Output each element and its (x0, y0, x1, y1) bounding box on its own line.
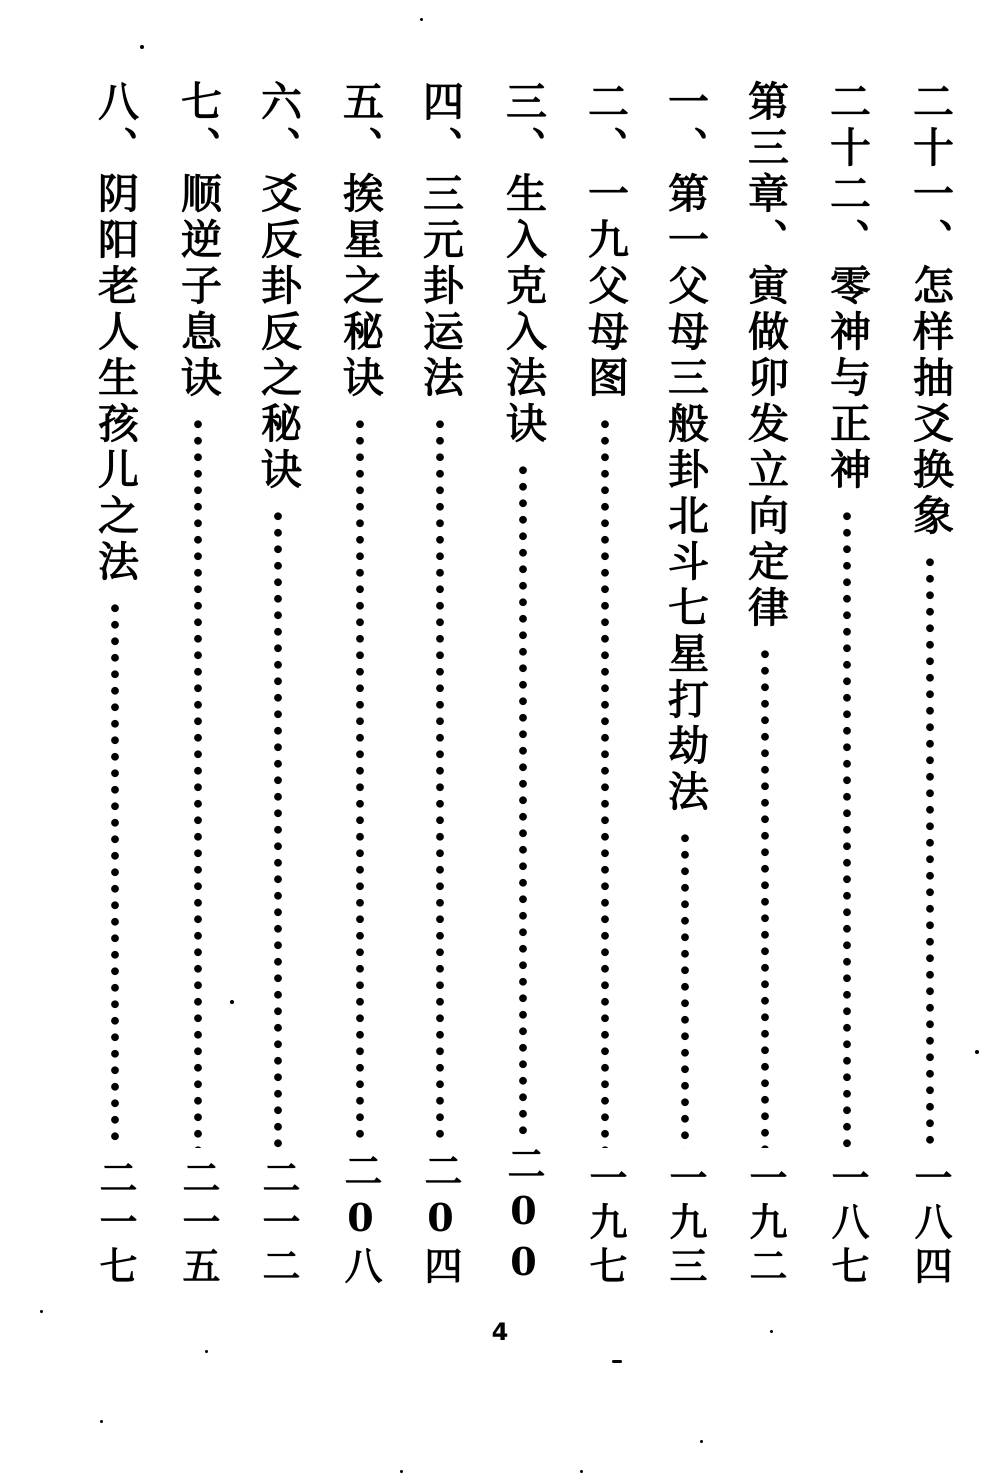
dot-leader (435, 416, 445, 1141)
dot-leader (600, 416, 610, 1148)
toc-entry-title: 四、三元卦运法 (416, 80, 464, 402)
toc-entry-title: 二十一、怎样抽爻换象 (906, 80, 954, 540)
scan-speck (770, 1330, 773, 1333)
toc-entry-page: 二0四 (418, 1151, 463, 1290)
scan-speck (612, 1360, 622, 1363)
toc-entry-5 (330, 80, 390, 1290)
scan-speck (140, 45, 144, 49)
toc-entry-21 (900, 80, 960, 1290)
scan-speck (400, 1470, 403, 1473)
dot-leader (193, 416, 203, 1148)
dot-leader (760, 646, 770, 1148)
toc-entry-title: 二、一九父母图 (581, 80, 629, 402)
toc-entry-page: 一九七 (583, 1158, 628, 1290)
dot-leader (680, 830, 690, 1148)
page-number: 4 (491, 1318, 509, 1346)
scan-speck (975, 1050, 979, 1054)
toc-entry-page: 二0八 (338, 1151, 383, 1290)
toc-entry-7 (168, 80, 228, 1290)
toc-entry-8 (85, 80, 145, 1290)
toc-entry-page: 二一二 (256, 1158, 301, 1290)
dot-leader (110, 600, 120, 1148)
toc-entry-4 (410, 80, 470, 1290)
toc-entry-title: 三、生入克入法诀 (499, 80, 547, 448)
scan-speck (205, 1350, 208, 1353)
dot-leader (355, 416, 365, 1141)
toc-entry-title: 六、爻反卦反之秘诀 (254, 80, 302, 494)
toc-entry-page: 一九三 (663, 1158, 708, 1290)
scan-speck (40, 1310, 43, 1313)
toc-entry-title: 一、第一父母三般卦北斗七星打劫法 (661, 80, 709, 816)
scan-speck (700, 1440, 703, 1443)
toc-entry-page: 一九二 (743, 1158, 788, 1290)
toc-entry-3 (493, 80, 553, 1290)
dot-leader (925, 554, 935, 1148)
toc-entry-2 (575, 80, 635, 1290)
toc-entry-page: 二00 (501, 1144, 546, 1290)
toc-entry-6 (248, 80, 308, 1290)
toc-entry-1 (655, 80, 715, 1290)
toc-entry-title: 第三章、寅做卯发立向定律 (741, 80, 789, 632)
dot-leader (273, 508, 283, 1148)
toc-entry-page: 二一七 (93, 1158, 138, 1290)
toc-entry-page: 二一五 (176, 1158, 221, 1290)
dot-leader (842, 508, 852, 1148)
toc-entry-page: 一八四 (908, 1158, 953, 1290)
toc-entry-page: 一八七 (825, 1158, 870, 1290)
toc-chapter-3 (735, 80, 795, 1290)
toc-entry-title: 二十二、零神与正神 (823, 80, 871, 494)
scan-speck (100, 1420, 103, 1423)
toc-entry-title: 五、挨星之秘诀 (336, 80, 384, 402)
dot-leader (518, 462, 528, 1134)
scan-speck (580, 1470, 583, 1473)
scan-speck (230, 1000, 234, 1004)
scan-speck (420, 18, 423, 21)
toc-entry-title: 七、顺逆子息诀 (174, 80, 222, 402)
toc-entry-22 (817, 80, 877, 1290)
toc-entry-title: 八、阴阳老人生孩儿之法 (91, 80, 139, 586)
